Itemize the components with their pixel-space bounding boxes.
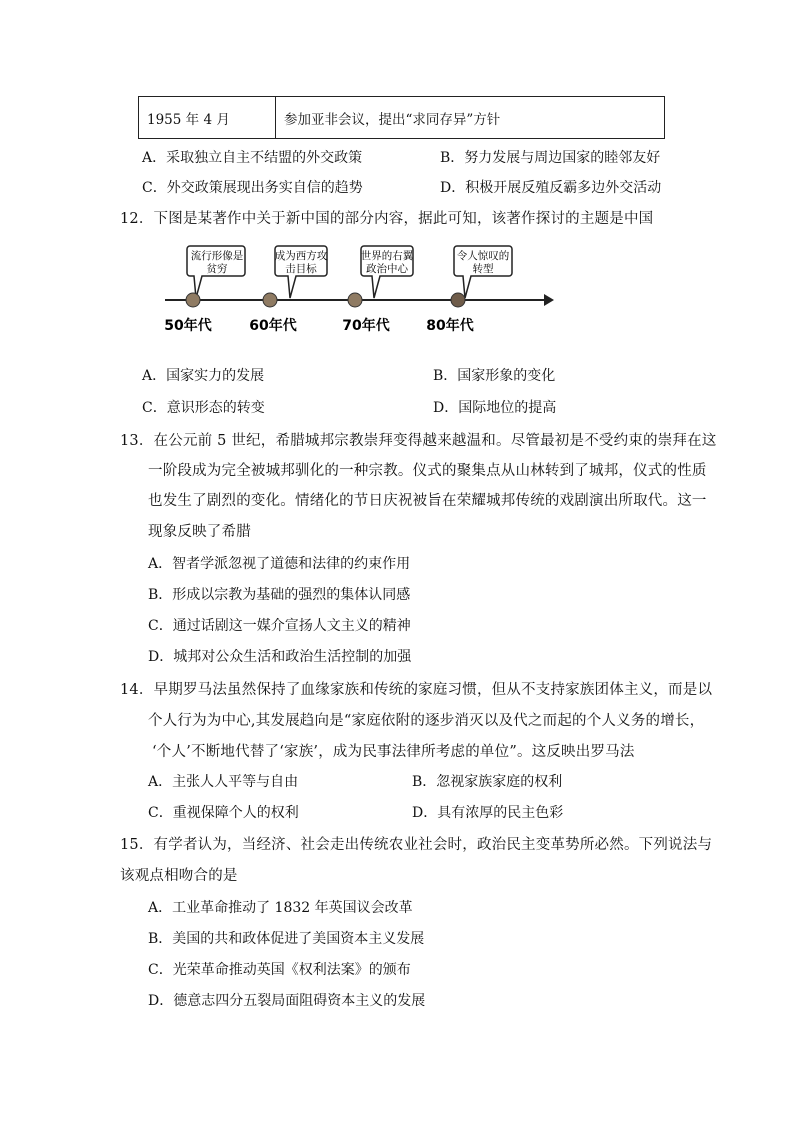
q14-option-d: D．具有浓厚的民主色彩 <box>412 805 564 821</box>
q15-option-d: D．德意志四分五裂局面阻碍资本主义的发展 <box>148 993 426 1009</box>
q15-option-c: C．光荣革命推动英国《权利法案》的颁布 <box>148 962 411 978</box>
timeline-dot-70s <box>348 293 362 307</box>
timeline-bubble-2 <box>275 246 328 298</box>
table-cell-date: 1955 年 4 月 <box>139 97 276 139</box>
q13-option-c: C．通过话剧这一媒介宣扬人文主义的精神 <box>148 618 411 634</box>
q11-table <box>138 96 665 139</box>
timeline-bubble-4-line1: 令人惊叹的 <box>456 250 510 262</box>
q15-stem-line2: 该观点相吻合的是 <box>120 868 238 884</box>
timeline-dot-80s <box>451 293 465 307</box>
timeline-bubble-3-line1: 世界的右翼 <box>360 250 414 262</box>
timeline-bubble-1-line2: 贫穷 <box>206 263 228 275</box>
timeline-dot-50s <box>186 293 200 307</box>
q14-option-c: C．重视保障个人的权利 <box>148 805 299 821</box>
timeline-label-50s: 50年代 <box>164 318 212 334</box>
q12-option-b: B．国家形象的变化 <box>433 368 556 384</box>
timeline-bubble-2-line1: 成为西方攻 <box>274 250 328 262</box>
q13-option-a: A．智者学派忽视了道德和法律的约束作用 <box>148 556 411 572</box>
q14-stem-line1: 14．早期罗马法虽然保持了血缘家族和传统的家庭习惯，但从不支持家族团体主义，而是以 <box>120 682 713 698</box>
q14-stem-line2: 个人行为为中心,其发展趋向是“家庭依附的逐步消灭以及代之而起的个人义务的增长， <box>148 713 705 729</box>
q14-option-a: A．主张人人平等与自由 <box>148 774 299 790</box>
q11-option-a: A．采取独立自主不结盟的外交政策 <box>142 150 363 166</box>
q13-stem-line4: 现象反映了希腊 <box>148 524 251 540</box>
timeline-label-70s: 70年代 <box>342 318 390 334</box>
table-row <box>139 97 665 139</box>
q13-stem-line3: 也发生了剧烈的变化。情绪化的节日庆祝被旨在荣耀城邦传统的戏剧演出所取代。这一 <box>148 493 707 509</box>
q13-option-d: D．城邦对公众生活和政治生活控制的加强 <box>148 649 412 665</box>
q12-option-c: C．意识形态的转变 <box>142 400 265 416</box>
timeline-bubble-1 <box>187 246 245 298</box>
q13-option-b: B．形成以宗教为基础的强烈的集体认同感 <box>148 587 411 603</box>
q15-option-a: A．工业革命推动了 1832 年英国议会改革 <box>148 900 413 916</box>
timeline-bubble-4-line2: 转型 <box>472 263 494 275</box>
q11-option-d: D．积极开展反殖反霸多边外交活动 <box>440 180 662 196</box>
q14-option-b: B．忽视家族家庭的权利 <box>412 774 563 790</box>
q15-option-b: B．美国的共和政体促进了美国资本主义发展 <box>148 931 425 947</box>
timeline-label-60s: 60年代 <box>249 318 297 334</box>
timeline-arrow <box>544 294 554 306</box>
timeline-bubble-3 <box>361 246 414 298</box>
timeline-label-80s: 80年代 <box>426 318 474 334</box>
q13-stem-line1: 13．在公元前 5 世纪，希腊城邦宗教崇拜变得越来越温和。尽管最初是不受约束的崇拜在这 <box>120 433 717 449</box>
q15-stem-line1: 15．有学者认为，当经济、社会走出传统农业社会时，政治民主变革势所必然。下列说法与 <box>120 837 713 853</box>
q12-stem: 12．下图是某著作中关于新中国的部分内容，据此可知，该著作探讨的主题是中国 <box>120 211 654 227</box>
q12-option-a: A．国家实力的发展 <box>142 368 265 384</box>
timeline-figure <box>160 240 560 340</box>
timeline-dot-60s <box>263 293 277 307</box>
table-cell-event: 参加亚非会议，提出“求同存异”方针 <box>276 97 665 139</box>
q14-stem-line3: ‘个人’不断地代替了‘家族’，成为民事法律所考虑的单位”。这反映出罗马法 <box>152 744 635 760</box>
timeline-bubble-3-line2: 政治中心 <box>366 263 408 275</box>
q11-option-c: C．外交政策展现出务实自信的趋势 <box>142 180 363 196</box>
q12-option-d: D．国际地位的提高 <box>433 400 557 416</box>
q13-stem-line2: 一阶段成为完全被城邦驯化的一种宗教。仪式的聚集点从山林转到了城邦，仪式的性质 <box>148 463 707 479</box>
timeline-bubble-2-line2: 击目标 <box>285 263 317 275</box>
timeline-bubble-4 <box>454 246 512 298</box>
q11-option-b: B．努力发展与周边国家的睦邻友好 <box>440 150 661 166</box>
timeline-bubble-1-line1: 流行形像是 <box>190 250 244 262</box>
